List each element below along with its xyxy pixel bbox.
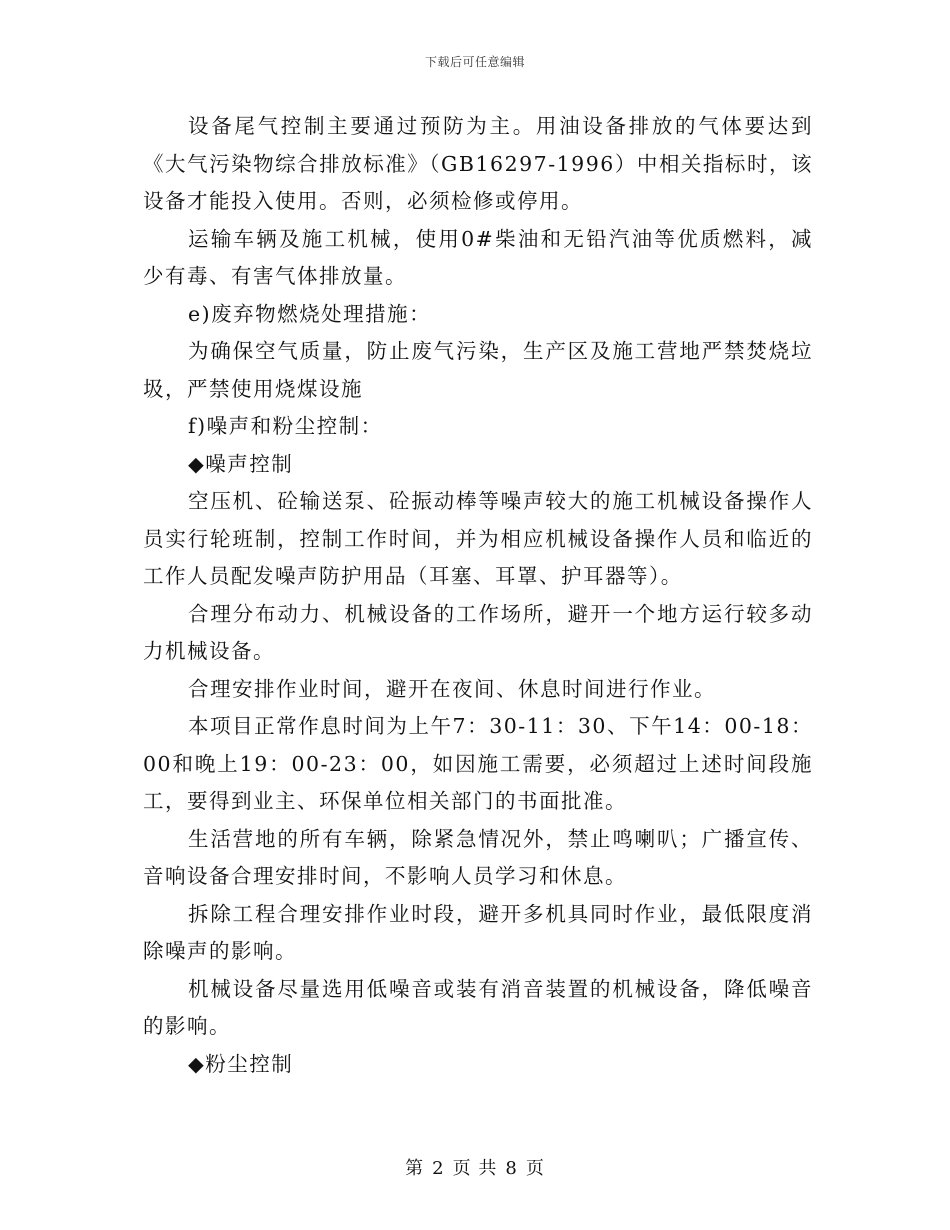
subsection-heading: ◆噪声控制 [188,451,294,476]
paragraph: 设备尾气控制主要通过预防为主。用油设备排放的气体要达到《大气污染物综合排放标准》（GB16297-1996）中相关指标时，该设备才能投入使用。否则，必须检修或停用。 [143,114,813,213]
paragraph: 合理分布动力、机械设备的工作场所，避开一个地方运行较多动力机械设备。 [143,601,813,663]
subsection-heading: ◆粉尘控制 [188,1051,294,1076]
paragraph: 运输车辆及施工机械，使用0#柴油和无铅汽油等优质燃料，减少有毒、有害气体排放量。 [143,226,813,288]
paragraph: 机械设备尽量选用低噪音或装有消音装置的机械设备，降低噪音的影响。 [143,976,813,1038]
paragraph: 生活营地的所有车辆，除紧急情况外，禁止鸣喇叭；广播宣传、音响设备合理安排时间，不影响人员学习和休息。 [143,826,813,888]
paragraph: 拆除工程合理安排作业时段，避开多机具同时作业，最低限度消除噪声的影响。 [143,901,813,963]
page-header: 下载后可任意编辑 [424,55,525,69]
paragraph: 合理安排作业时间，避开在夜间、休息时间进行作业。 [188,676,716,701]
document-body [143,108,813,1083]
paragraph: 空压机、砼输送泵、砼振动棒等噪声较大的施工机械设备操作人员实行轮班制，控制工作时间，并为相应机械设备操作人员和临近的工作人员配发噪声防护用品（耳塞、耳罩、护耳器等）。 [143,489,813,588]
section-heading: f)噪声和粉尘控制： [188,414,383,438]
footer-suffix: 页 [525,1158,545,1179]
footer-middle: 页 共 [452,1158,498,1179]
section-heading: e)废弃物燃烧处理措施： [188,301,432,326]
paragraph: 为确保空气质量，防止废气污染，生产区及施工营地严禁焚烧垃圾，严禁使用烧煤设施 [143,339,813,401]
footer-prefix: 第 [405,1158,425,1179]
page-footer [0,1154,950,1180]
current-page-number: 2 [432,1158,445,1179]
paragraph: 本项目正常作息时间为上午7：30-11：30、下午14：00-18：00和晚上19：00-23：00，如因施工需要，必须超过上述时间段施工，要得到业主、环保单位相关部门的书面批准。 [143,714,813,813]
total-page-count: 8 [505,1158,518,1179]
